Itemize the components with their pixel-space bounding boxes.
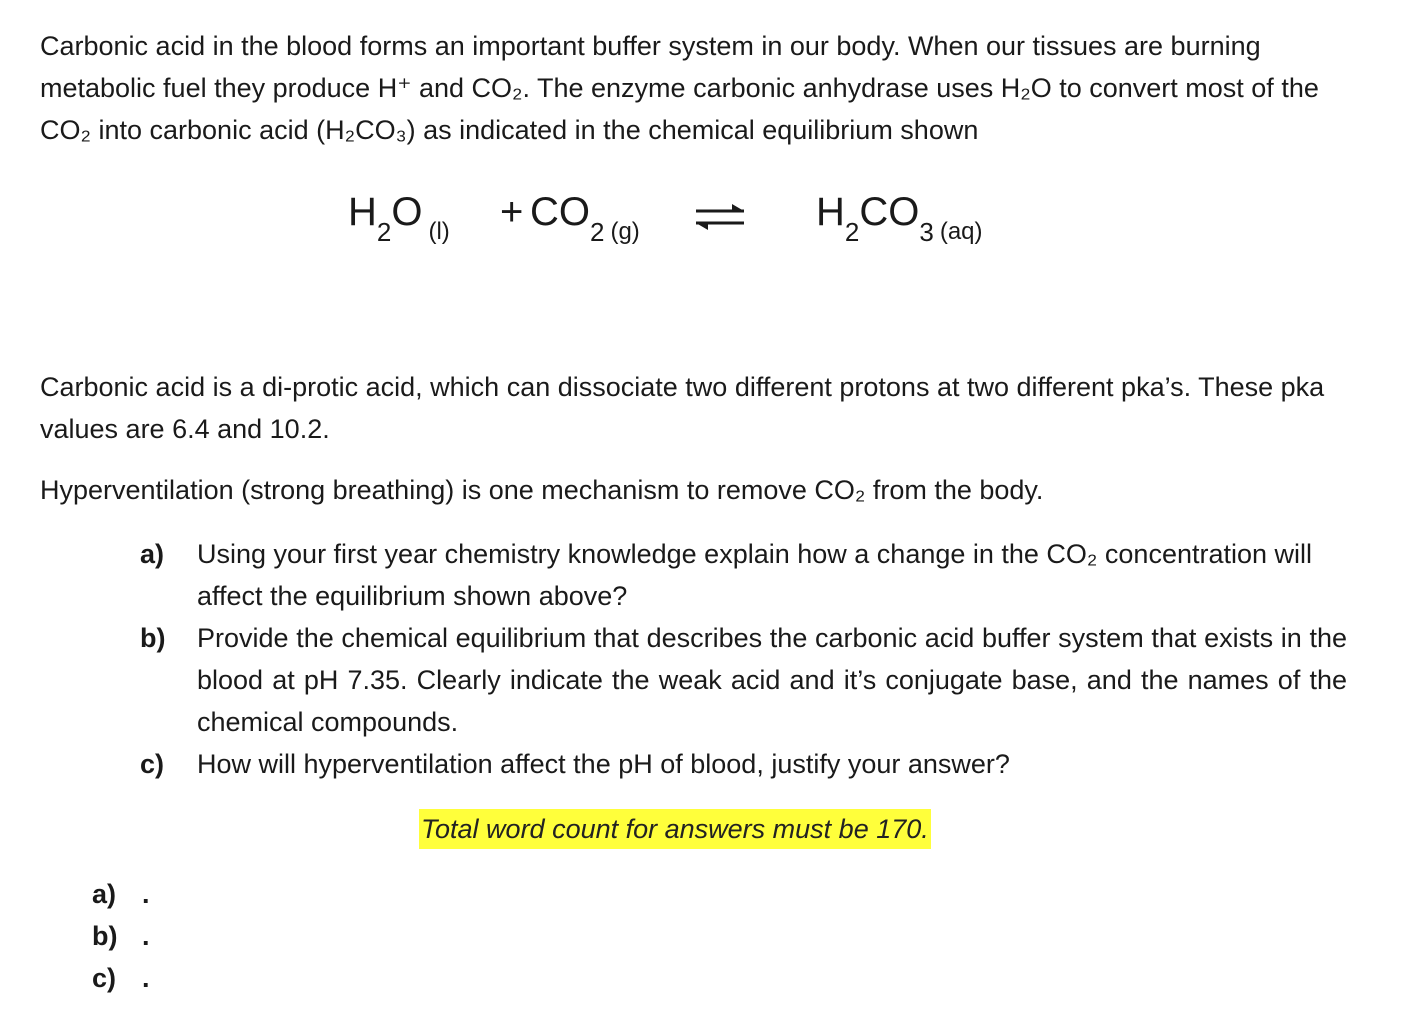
answer-content[interactable]: . [142,963,150,993]
answer-letter: b) [92,921,118,951]
question-text: Using your first year chemistry knowledge explain how a change in the CO₂ concentration will affect the equilibrium shown above? [197,539,1313,611]
water-reactant: $H_2O$ $_{(l)}$ [348,190,450,247]
hyperventilation-paragraph: Hyperventilation (strong breathing) is one mechanism to remove CO₂ from the body. [40,475,1044,505]
equilibrium-arrows-icon [686,198,754,238]
plus-sign: + [500,190,524,234]
answer-letter: a) [92,879,117,909]
question-letter: b) [140,623,166,653]
answer-content[interactable]: . [142,879,150,909]
carbonic-acid-product: $H_2CO_3$ $_{(aq)}$ [816,190,983,247]
carbon-dioxide-reactant: $CO_2$ $_{(g)}$ [530,190,640,247]
question-letter: a) [140,539,165,569]
answer-content[interactable]: . [142,921,150,951]
word-count-note: Total word count for answers must be 170. [419,809,931,849]
answer-c[interactable] [92,958,150,998]
question-letter: c) [140,749,165,779]
answer-letter: c) [92,963,117,993]
answer-a[interactable] [92,874,150,914]
answer-b[interactable] [92,916,150,956]
question-text: How will hyperventilation affect the pH of blood, justify your answer? [197,749,1010,779]
question-text: Provide the chemical equilibrium that describes the carbonic acid buffer system that exists in the blood at pH 7.35. Clearly indicate the weak acid and it’s conjugate base, and the names of the chemical compounds. [197,623,1347,737]
diprotic-paragraph: Carbonic acid is a di-protic acid, which can dissociate two different protons at two different pka’s. These pka values are 6.4 and 10.2. [40,372,1325,444]
intro-paragraph: Carbonic acid in the blood forms an important buffer system in our body. When our tissues are burning metabolic fuel they produce H⁺ and CO₂. The enzyme carbonic anhydrase uses H₂O to convert most of the CO₂ into carbonic acid (H₂CO₃) as indicated in the chemical equilibrium shown [40,31,1319,145]
